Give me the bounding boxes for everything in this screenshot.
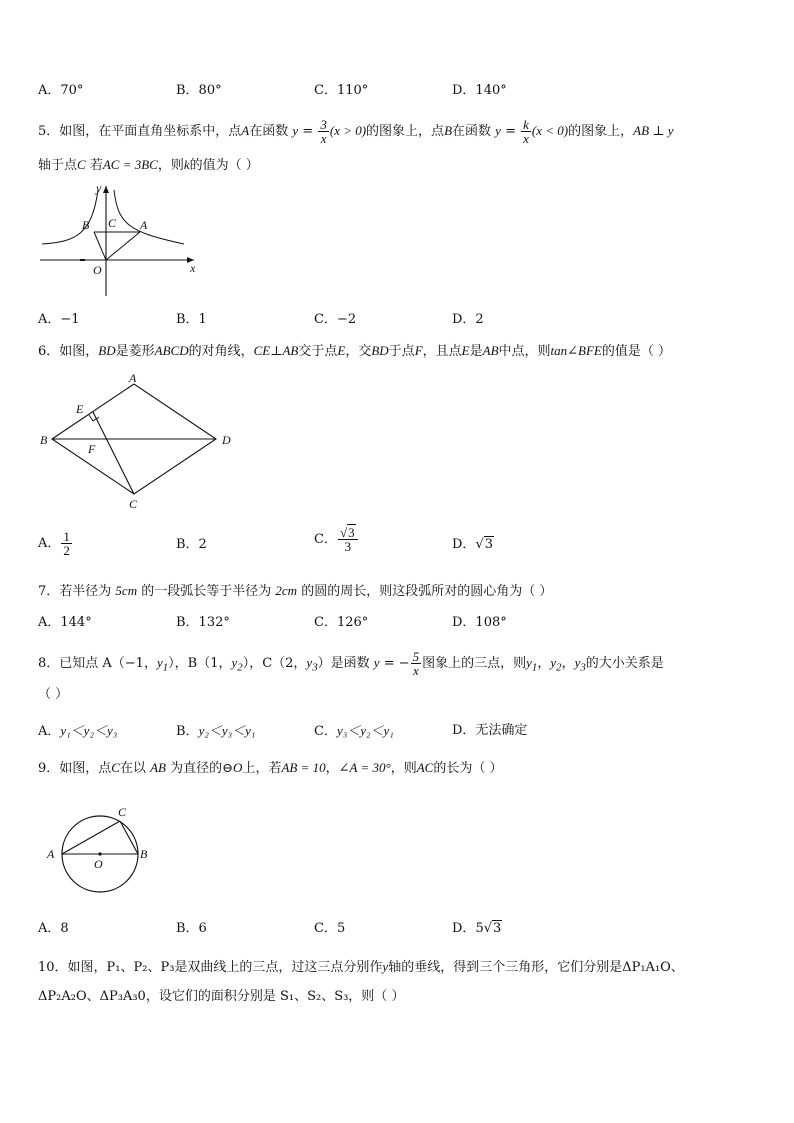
label-f: F — [88, 442, 96, 456]
q7-option-d[interactable]: D．108° — [452, 615, 507, 630]
q6-option-c[interactable] — [314, 526, 359, 553]
fraction — [61, 530, 72, 557]
option-body: y₂＜y₃＜y₁ — [198, 723, 256, 738]
q6-text: 6．如图， — [38, 344, 99, 359]
q7-stem — [38, 582, 552, 601]
fraction — [338, 526, 358, 553]
q9-cond2: ∠A = 30° — [338, 760, 391, 775]
option-body: y₃＜y₂＜y₁ — [336, 723, 394, 738]
q9-circle-figure — [40, 798, 170, 898]
segment-ce — [93, 412, 134, 494]
q8-y2b-sym: y — [550, 655, 557, 670]
q5-k: k — [183, 157, 190, 172]
segment-ao — [106, 232, 140, 260]
q5-option-b[interactable]: B．1 — [176, 312, 207, 327]
q5-option-a[interactable]: A．−1 — [38, 312, 80, 327]
q5-func1-num: 3 — [320, 117, 327, 132]
num: 1 — [63, 529, 70, 544]
label-b: B — [40, 433, 48, 447]
q6-stem — [38, 342, 671, 361]
q10-y: y — [382, 959, 389, 974]
q4-option-a[interactable]: A．70° — [38, 83, 84, 98]
q8-y3-sym: y — [306, 655, 313, 670]
q5-option-c[interactable]: C．−2 — [314, 312, 357, 327]
q9-option-d[interactable]: D．5√3 — [452, 921, 502, 936]
q6-text: ，交 — [345, 344, 372, 359]
hyperbola-left-branch — [42, 190, 98, 244]
label-b: B — [140, 847, 148, 861]
q8-text: ），B（1， — [168, 656, 232, 671]
option-prefix: B． — [176, 724, 199, 739]
q6-option-d[interactable]: D．√3 — [452, 537, 494, 552]
q8-text: ）是函数 — [317, 656, 370, 671]
q5-func2-y: y — [495, 123, 501, 138]
q8-func-y: y — [373, 655, 380, 670]
q6-text: 的值是（ ） — [601, 344, 671, 359]
q5-option-d[interactable]: D．2 — [452, 312, 484, 327]
q8-y1b-sym: y — [526, 655, 532, 670]
q8-text: 图象上的三点，则 — [422, 656, 527, 671]
q10-text: 10．如图，P₁、P₂、P₃是双曲线上的三点，过这三点分别作 — [38, 960, 383, 975]
q7-text: 的圆的周长，则这段弧所对的圆心角为（ ） — [301, 584, 553, 599]
label-y: y — [96, 181, 102, 195]
q5-condition: AC = 3BC — [102, 157, 158, 172]
option-prefix: D． — [452, 537, 476, 552]
q4-option-b[interactable]: B．80° — [176, 83, 222, 98]
q5-func2-domain: (x < 0) — [531, 123, 569, 138]
hyperbola-right-branch — [114, 190, 184, 244]
q5-text: 的值为（ ） — [189, 158, 259, 173]
q8-option-b[interactable] — [176, 722, 255, 741]
option-prefix: A． — [38, 724, 61, 739]
q7-r1: 5cm — [115, 583, 138, 598]
q8-y2: $y_2$ — [231, 655, 243, 674]
q6-text: ，且点 — [422, 344, 462, 359]
q8-y1b: $y_1$ — [526, 655, 538, 674]
q8-y2-sym: y — [231, 655, 238, 670]
q9-text: 在以 — [119, 761, 146, 776]
q5-func2-fraction — [521, 118, 531, 145]
label-c: C — [129, 497, 138, 511]
q6-abcd: ABCD — [154, 343, 189, 358]
q8-y1: $y_1$ — [156, 655, 169, 674]
label-a: A — [47, 847, 55, 861]
option-body: y₁＜y₂＜y₃ — [60, 723, 118, 738]
q7-text: 的一段弧长等于半径为 — [141, 584, 272, 599]
q9-option-a[interactable]: A．8 — [38, 921, 69, 936]
q10-stem-line2: ΔP₂A₂O、ΔP₃A₃0，设它们的面积分别是 S₁、S₂、S₃，则（ ） — [38, 989, 405, 1004]
q7-text: 7．若半径为 — [38, 584, 112, 599]
q8-func-fraction — [411, 650, 422, 677]
q8-func-den: x — [412, 663, 419, 678]
label-c: C — [108, 216, 117, 230]
label-o: O — [94, 857, 103, 871]
q5-text: 的图象上，点 — [366, 124, 445, 139]
q6-bd: BD — [98, 343, 116, 358]
radicand: 3 — [484, 537, 494, 552]
chord-cb — [120, 821, 138, 854]
segment-bo — [94, 232, 106, 260]
q7-option-b[interactable]: B．132° — [176, 615, 230, 630]
q9-text: 为直径的 — [170, 761, 223, 776]
q8-y3b: $y_3$ — [574, 655, 586, 674]
q8-stem-line2: （ ） — [38, 687, 69, 702]
q6-e: E — [337, 343, 346, 358]
q6-option-a[interactable] — [38, 530, 73, 557]
q6-text: 交于点 — [298, 344, 338, 359]
q6-text: 是菱形 — [115, 344, 155, 359]
q6-text: 中点，则 — [498, 344, 551, 359]
label-o: O — [93, 263, 102, 277]
den: 2 — [63, 543, 70, 558]
q4-option-c[interactable]: C．110° — [314, 83, 369, 98]
q5-text: 5．如图，在平面直角坐标系中，点 — [38, 124, 242, 139]
center-dot — [98, 852, 101, 855]
y-axis-arrow — [103, 186, 109, 193]
q6-ab: AB — [482, 343, 499, 358]
option-prefix: C． — [314, 532, 337, 547]
q9-option-b[interactable]: B．6 — [176, 921, 207, 936]
q4-option-d[interactable]: D．140° — [452, 83, 507, 98]
q8-y1-sym: y — [156, 655, 163, 670]
q8-text: ， — [561, 656, 575, 671]
q10-stem-line1 — [38, 958, 684, 977]
label-b: B — [82, 218, 90, 232]
den: 3 — [344, 539, 352, 554]
q9-text: 9．如图，点 — [38, 761, 112, 776]
radicand: 3 — [493, 921, 502, 936]
option-prefix: A． — [38, 536, 61, 551]
q9-ac: AC — [416, 760, 434, 775]
q5-func2-den: x — [523, 131, 529, 146]
q9-option-c[interactable]: C．5 — [314, 921, 346, 936]
q6-ce-ab: CE⊥AB — [253, 343, 299, 358]
q8-stem-line1: 8．已知点 A（−1，$y_1$），B（1，$y_2$），C（2，$y_3$）是函数 y = − $\frac{5}{x}$ 图象上的三点，则$y_1$，$y_2$，$y_3$的大小关系是 — [38, 649, 664, 678]
label-d: D — [222, 433, 231, 447]
q5-text: 的图象上， — [568, 124, 634, 139]
num: √3 — [338, 526, 358, 540]
q6-bd2: BD — [371, 343, 389, 358]
q8-option-a[interactable] — [38, 722, 117, 741]
q10-text: 轴的垂线，得到三个三角形，它们分别是ΔP₁A₁O、 — [388, 960, 684, 975]
label-a: A — [140, 218, 148, 232]
q5-point-c: C — [77, 157, 86, 172]
q8-option-d[interactable]: D．无法确定 — [452, 723, 528, 738]
q7-r2: 2cm — [275, 583, 298, 598]
q9-stem — [38, 759, 502, 778]
radicand: 3 — [348, 525, 355, 540]
q5-func1-den: x — [320, 131, 327, 146]
q5-text: 在函数 — [452, 124, 492, 139]
q6-text: 的对角线， — [188, 344, 254, 359]
q8-text: 8．已知点 A（−1， — [38, 656, 157, 671]
q7-option-c[interactable]: C．126° — [314, 615, 369, 630]
q6-text: 是 — [469, 344, 483, 359]
q9-ab: AB — [150, 760, 166, 775]
label-c: C — [118, 805, 127, 819]
q8-y3b-sym: y — [574, 655, 581, 670]
q5-text: 在函数 — [249, 124, 289, 139]
q8-text: ），C（2， — [242, 656, 307, 671]
q8-y3: $y_3$ — [306, 655, 318, 674]
q8-text: 的大小关系是 — [585, 656, 664, 671]
q6-rhombus-figure — [36, 372, 246, 512]
q6-tan: tan∠BFE — [550, 343, 602, 358]
q9-circle: ⊖O — [222, 760, 243, 775]
q9-text: 的长为（ ） — [433, 761, 503, 776]
q5-text: 若 — [89, 158, 103, 173]
q5-func2-num: k — [523, 117, 529, 132]
q9-c: C — [111, 760, 120, 775]
q9-text: ， — [325, 761, 339, 776]
q8-option-c[interactable] — [314, 722, 394, 741]
q9-text: 上，若 — [242, 761, 282, 776]
q6-e2: E — [461, 343, 470, 358]
q8-func-num: 5 — [412, 649, 420, 664]
chord-ac — [62, 821, 120, 854]
q5-func1-fraction — [318, 118, 329, 145]
q5-stem-line2 — [38, 156, 259, 175]
q5-func1-y: y — [292, 123, 299, 138]
q7-option-a[interactable]: A．144° — [38, 615, 92, 630]
label-a: A — [129, 372, 137, 385]
q5-text: 轴于点 — [38, 158, 78, 173]
q6-f: F — [414, 343, 423, 358]
q8-y2b: $y_2$ — [550, 655, 562, 674]
q8-text: ， — [537, 656, 551, 671]
q5-point-a: A — [241, 123, 250, 138]
label-e: E — [76, 402, 84, 416]
q5-hyperbola-figure — [36, 180, 206, 300]
label-x: x — [190, 261, 196, 275]
option-prefix: C． — [314, 724, 337, 739]
q5-stem-line1: 5．如图，在平面直角坐标系中，点A在函数 y = $\frac{3}{x}$ (x > 0)的图象上，点B在函数 y = $\frac{k}{x}$ (x < 0)的图象上，AB ⊥ y — [38, 117, 674, 146]
option-prefix: D． — [452, 921, 476, 936]
q5-ab-perp: AB ⊥ y — [633, 123, 674, 138]
q9-cond1: AB = 10 — [281, 760, 326, 775]
q5-text: ，则 — [157, 158, 184, 173]
q5-func1-domain: (x > 0) — [329, 123, 367, 138]
coefficient: 5 — [475, 921, 484, 936]
q9-text: ，则 — [390, 761, 417, 776]
q6-text: 于点 — [388, 344, 415, 359]
q6-option-b[interactable]: B．2 — [176, 537, 207, 552]
q5-point-b: B — [444, 123, 453, 138]
